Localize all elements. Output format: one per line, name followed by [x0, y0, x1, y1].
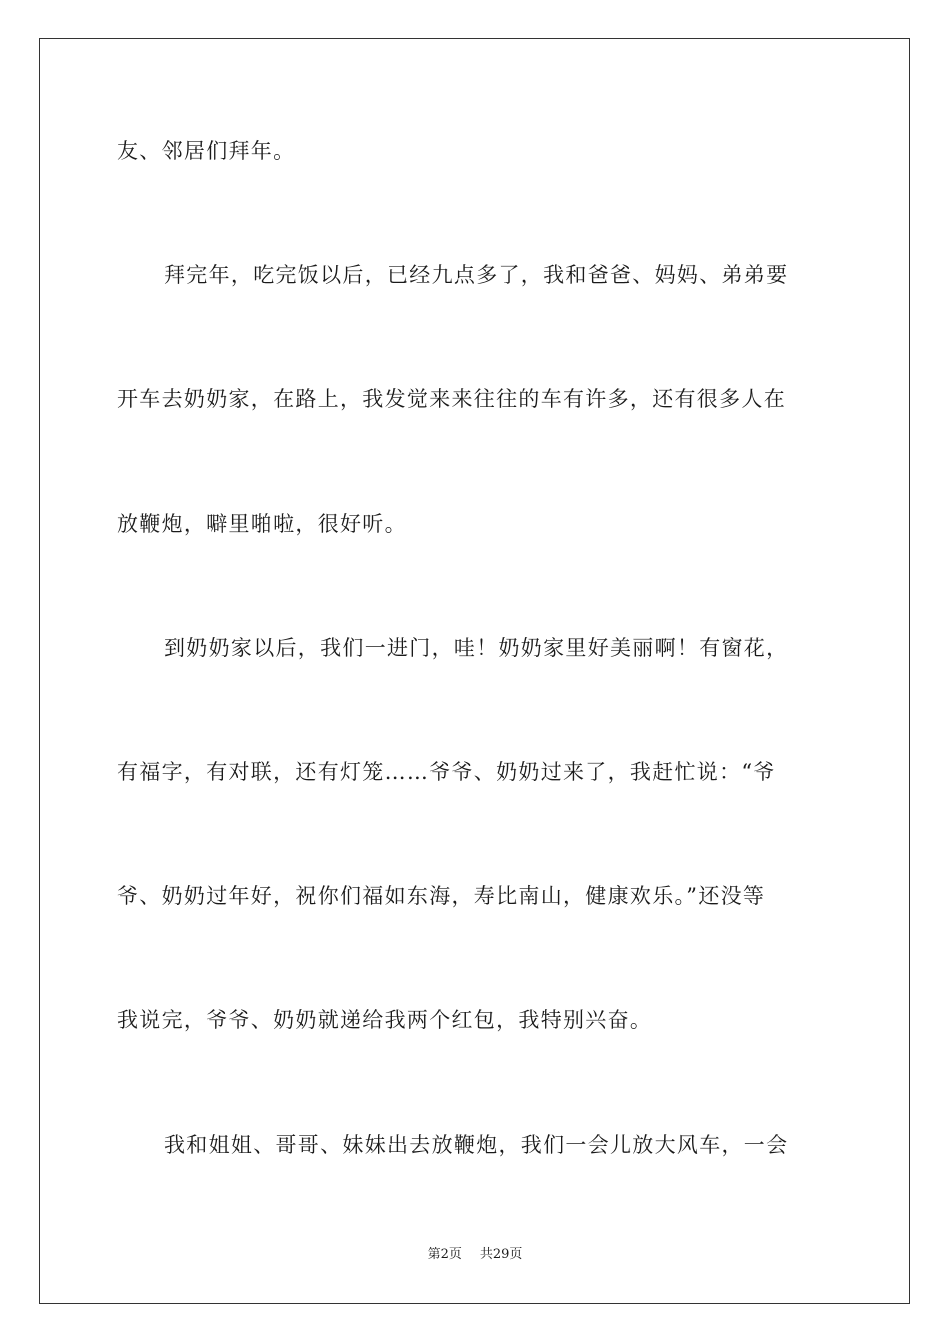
text-line: 我说完，爷爷、奶奶就递给我两个红包，我特别兴奋。: [117, 1008, 653, 1032]
text-line: 友、邻居们拜年。: [117, 139, 296, 163]
text-line: 有福字，有对联，还有灯笼……爷爷、奶奶过来了，我赶忙说：“爷: [117, 760, 776, 784]
paragraph-first-line: 到奶奶家以后，我们一进门，哇！奶奶家里好美丽啊！有窗花，: [164, 636, 789, 660]
text-line: 爷、奶奶过年好，祝你们福如东海，寿比南山，健康欢乐。”还没等: [117, 884, 766, 908]
page-border: [39, 38, 910, 1304]
page-footer: [0, 1246, 950, 1264]
text-line: 开车去奶奶家，在路上，我发觉来来往往的车有许多，还有很多人在: [117, 387, 786, 411]
paragraph-first-line: 我和姐姐、哥哥、妹妹出去放鞭炮，我们一会儿放大风车，一会: [164, 1133, 789, 1157]
paragraph-first-line: 拜完年，吃完饭以后，已经九点多了，我和爸爸、妈妈、弟弟要: [164, 263, 789, 287]
page-number: 第2页: [427, 1247, 462, 1262]
page-total: 共29页: [479, 1247, 523, 1262]
text-line: 放鞭炮，噼里啪啦，很好听。: [117, 512, 407, 536]
